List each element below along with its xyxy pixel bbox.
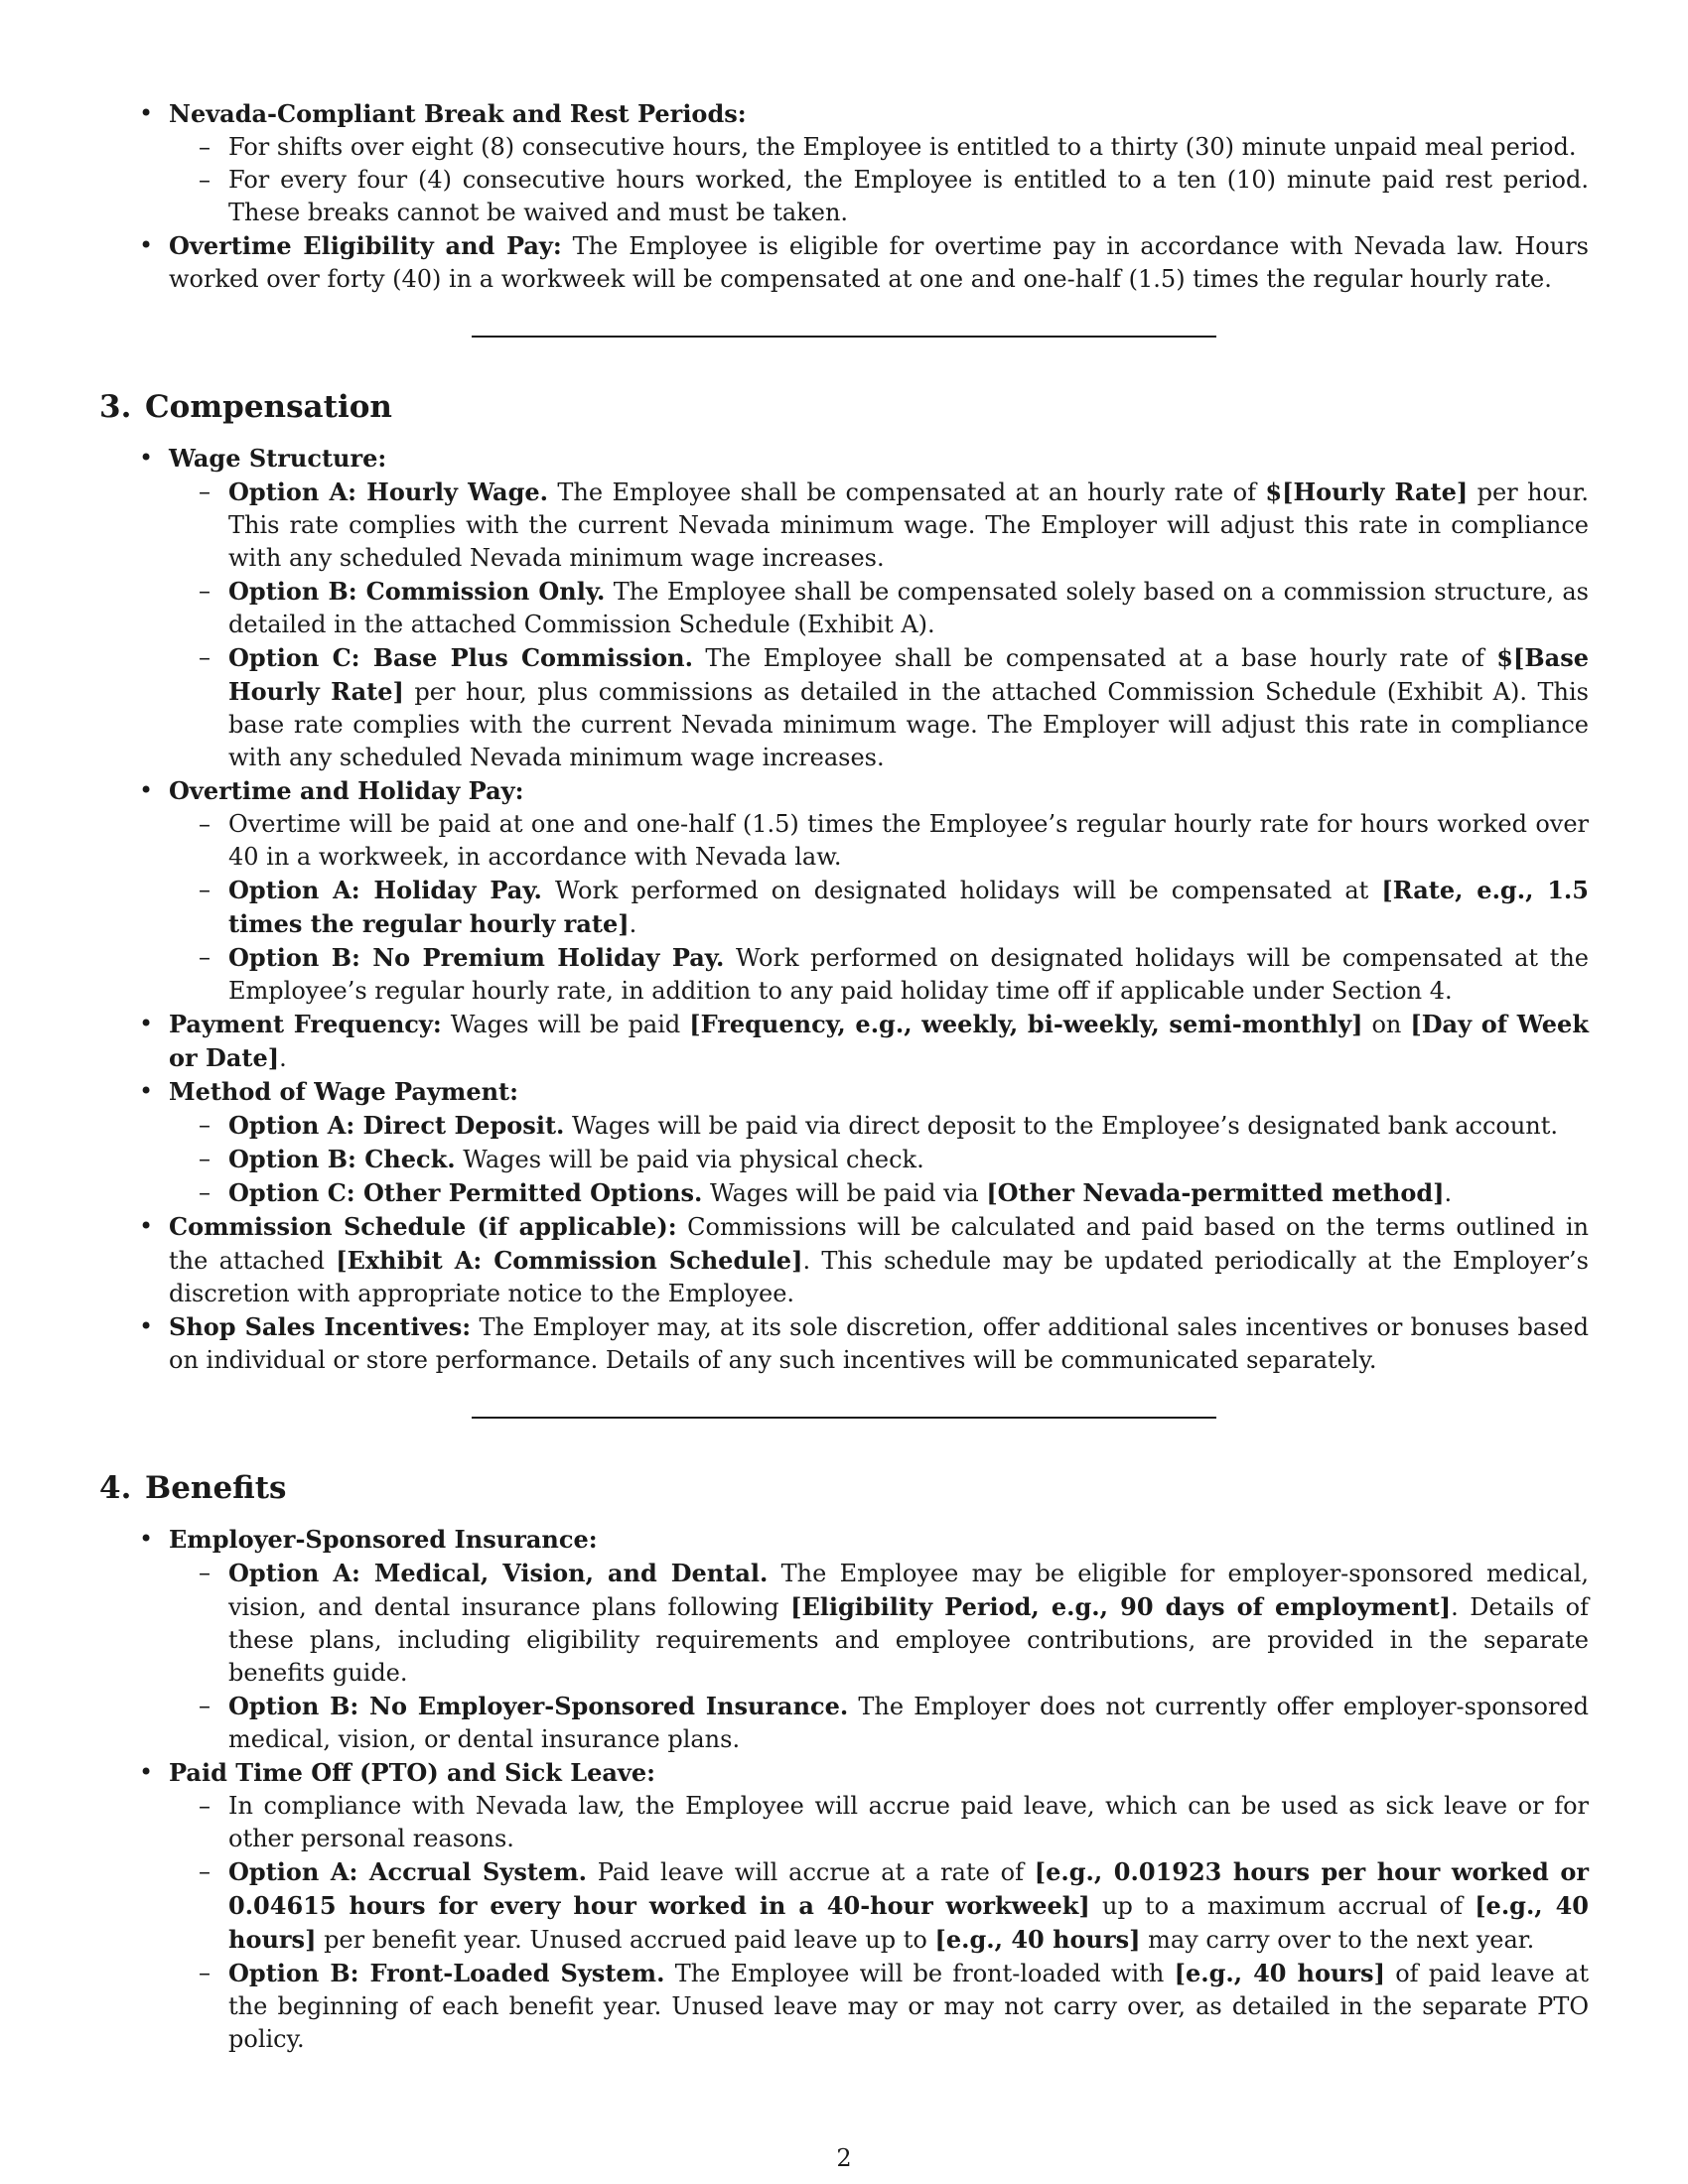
sub-item-option-c: – Option C: Base Plus Commission. The Employee shall be compensated at a base hourly rate of $[Base Hourly Rate] per hour, plus commissions as detailed in the attached Commission Schedule (Exhibit A). This base rate complies with the current Nevada minimum wage. The Employer will adjust this rate in compliance with any scheduled Nevada minimum wage increases.	[99, 641, 1589, 774]
page-content	[99, 97, 1589, 2056]
list-item-pto	[99, 1756, 1589, 2056]
horizontal-rule	[472, 1417, 1216, 1419]
sub-item-option-b: – Option B: Commission Only. The Employee shall be compensated solely based on a commission structure, as detailed in the attached Commission Schedule (Exhibit A).	[99, 575, 1589, 641]
sub-item-rest: – For every four (4) consecutive hours worked, the Employee is entitled to a ten (10) minute paid rest period. These breaks cannot be waived and must be taken.	[99, 164, 1589, 229]
sub-item-option-b: – Option B: No Employer-Sponsored Insurance. The Employer does not currently offer employer-sponsored medical, vision, or dental insurance plans.	[99, 1690, 1589, 1756]
list-item-overtime-eligibility: • Overtime Eligibility and Pay: The Employee is eligible for overtime pay in accordance with Nevada law. Hours worked over forty (40) in a workweek will be compensated at one and one-half (1.5) times the regular hourly rate.	[99, 229, 1589, 296]
list-item-insurance	[99, 1523, 1589, 1756]
list-item-payment-method	[99, 1075, 1589, 1210]
sub-item-meal: – For shifts over eight (8) consecutive hours, the Employee is entitled to a thirty (30) minute unpaid meal period.	[99, 131, 1589, 164]
list-item-payment-frequency: • Payment Frequency: Wages will be paid [Frequency, e.g., weekly, bi-weekly, semi-monthly] on [Day of Week or Date].	[99, 1008, 1589, 1075]
list-item-wage-structure	[99, 442, 1589, 774]
list-item-commission-schedule: • Commission Schedule (if applicable): Commissions will be calculated and paid based on the terms outlined in the attached [Exhibit A: Commission Schedule]. This schedule may be updated periodically at the Employer’s discretion with appropriate notice to the Employee.	[99, 1210, 1589, 1310]
list-item-incentives: • Shop Sales Incentives: The Employer may, at its sole discretion, offer additional sales incentives or bonuses based on individual or store performance. Details of any such incentives will be communicated separately.	[99, 1310, 1589, 1377]
item-title: Paid Time Off (PTO) and Sick Leave:	[169, 1758, 655, 1787]
bullet-list-section2	[99, 97, 1589, 296]
sub-item-option-a: – Option A: Accrual System. Paid leave will accrue at a rate of [e.g., 0.01923 hours per hour worked or 0.04615 hours for every hour worked in a 40-hour workweek] up to a maximum accrual of [e.g., 40 hours] per benefit year. Unused accrued paid leave up to [e.g., 40 hours] may carry over to the next year.	[99, 1855, 1589, 1957]
list-item-overtime-holiday	[99, 774, 1589, 1008]
item-title: Wage Structure:	[169, 444, 387, 473]
sub-item-overtime: – Overtime will be paid at one and one-half (1.5) times the Employee’s regular hourly rate for hours worked over 40 in a workweek, in accordance with Nevada law.	[99, 808, 1589, 874]
item-title: Nevada-Compliant Break and Rest Periods:	[169, 99, 747, 128]
sub-item-option-a: – Option A: Direct Deposit. Wages will be paid via direct deposit to the Employee’s designated bank account.	[99, 1109, 1589, 1143]
horizontal-rule	[472, 336, 1216, 338]
item-title: Overtime Eligibility and Pay:	[169, 231, 562, 260]
section-heading-compensation: 3. Compensation	[99, 389, 392, 425]
section-heading-benefits: 4. Benefits	[99, 1470, 287, 1506]
page-number: 2	[836, 2144, 852, 2172]
sub-item-option-b: – Option B: Front-Loaded System. The Employee will be front-loaded with [e.g., 40 hours] of paid leave at the beginning of each benefit year. Unused leave may or may not carry over, as detailed in the separate PTO policy.	[99, 1957, 1589, 2056]
sub-item-option-b: – Option B: No Premium Holiday Pay. Work performed on designated holidays will be compensated at the Employee’s regular hourly rate, in addition to any paid holiday time off if applicable under Section 4.	[99, 941, 1589, 1008]
sub-item-intro: – In compliance with Nevada law, the Employee will accrue paid leave, which can be used as sick leave or for other personal reasons.	[99, 1790, 1589, 1855]
bullet-list-compensation	[99, 442, 1589, 1377]
sub-item-option-a: – Option A: Holiday Pay. Work performed on designated holidays will be compensated at [Rate, e.g., 1.5 times the regular hourly rate].	[99, 874, 1589, 941]
bullet-list-benefits	[99, 1523, 1589, 2056]
item-title: Overtime and Holiday Pay:	[169, 776, 524, 805]
sub-item-option-b: – Option B: Check. Wages will be paid via physical check.	[99, 1143, 1589, 1176]
sub-item-option-c: – Option C: Other Permitted Options. Wages will be paid via [Other Nevada-permitted method].	[99, 1176, 1589, 1210]
sub-item-option-a: – Option A: Hourly Wage. The Employee shall be compensated at an hourly rate of $[Hourly Rate] per hour. This rate complies with the current Nevada minimum wage. The Employer will adjust this rate in compliance with any scheduled Nevada minimum wage increases.	[99, 476, 1589, 575]
list-item-breaks	[99, 97, 1589, 229]
item-title: Method of Wage Payment:	[169, 1077, 518, 1106]
item-title: Employer-Sponsored Insurance:	[169, 1525, 598, 1554]
sub-item-option-a: – Option A: Medical, Vision, and Dental. The Employee may be eligible for employer-sponsored medical, vision, and dental insurance plans following [Eligibility Period, e.g., 90 days of employment]. Details of these plans, including eligibility requirements and employee contributions, are provided in the separate benefits guide.	[99, 1557, 1589, 1690]
